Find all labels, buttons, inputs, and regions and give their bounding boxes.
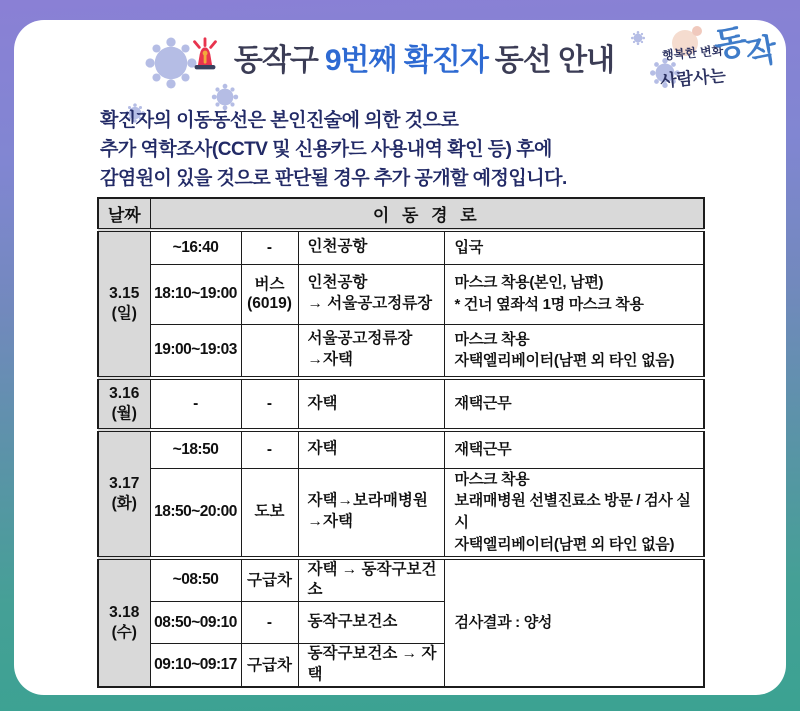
transport-cell — [241, 324, 298, 378]
siren-icon — [186, 36, 224, 74]
date-cell: 3.17 (화) — [98, 430, 150, 558]
intro-line: 추가 역학조사(CCTV 및 신용카드 사용내역 확인 등) 후에 — [100, 139, 552, 160]
table-row — [98, 324, 704, 378]
route-cell: 동작구보건소 → 자택 — [298, 644, 444, 687]
table-row — [98, 264, 704, 324]
route-cell: 서울공고정류장 →자택 — [298, 324, 444, 378]
transport-cell: - — [241, 602, 298, 644]
header-date: 날짜 — [98, 198, 150, 230]
note-cell: 마스크 착용 보래매병원 선별진료소 방문 / 검사 실시 자택엘리베이터(남편 외 타인 없음) — [444, 468, 704, 558]
note-cell: 마스크 착용(본인, 남편) * 건너 옆좌석 1명 마스크 착용 — [444, 264, 704, 324]
time-cell: 18:10~19:00 — [150, 264, 241, 324]
transport-cell: 구급차 — [241, 558, 298, 602]
title-text — [234, 35, 614, 79]
transport-cell: 도보 — [241, 468, 298, 558]
route-cell: 자택→보라매병원 →자택 — [298, 468, 444, 558]
transport-cell: 구급차 — [241, 644, 298, 687]
note-cell: 검사결과 : 양성 — [444, 558, 704, 688]
dongjak-logo — [656, 22, 778, 98]
time-cell: ~18:50 — [150, 430, 241, 468]
note-cell: 재택근무 — [444, 430, 704, 468]
transport-cell: - — [241, 378, 298, 430]
intro-line: 감염원이 있을 것으로 판단될 경우 추가 공개할 예정입니다. — [100, 168, 567, 189]
time-cell: 18:50~20:00 — [150, 468, 241, 558]
table-row — [98, 430, 704, 468]
route-table — [97, 197, 705, 688]
table-header-row — [98, 198, 704, 230]
time-cell: ~08:50 — [150, 558, 241, 602]
route-cell: 동작구보건소 — [298, 602, 444, 644]
logo-slogan-top: 행복한 변화 — [661, 43, 724, 63]
route-cell: 자택 — [298, 430, 444, 468]
date-cell: 3.15 (일) — [98, 230, 150, 378]
route-cell: 자택 → 동작구보건소 — [298, 558, 444, 602]
note-cell: 마스크 착용 자택엘리베이터(남편 외 타인 없음) — [444, 324, 704, 378]
time-cell: 09:10~09:17 — [150, 644, 241, 687]
time-cell: - — [150, 378, 241, 430]
title-highlight: 9번째 확진자 — [324, 44, 488, 77]
logo-mark: 동 작 — [711, 22, 780, 72]
transport-cell: - — [241, 430, 298, 468]
intro-text — [100, 106, 567, 193]
table-row — [98, 230, 704, 264]
title-prefix: 동작구 — [233, 44, 318, 77]
route-cell: 인천공항 → 서울공고정류장 — [298, 264, 444, 324]
poster-card — [14, 20, 786, 695]
note-cell: 입국 — [444, 230, 704, 264]
date-cell: 3.18 (수) — [98, 558, 150, 688]
time-cell: ~16:40 — [150, 230, 241, 264]
route-cell: 인천공항 — [298, 230, 444, 264]
logo-dot-decoration — [692, 26, 702, 36]
table-row — [98, 558, 704, 602]
route-cell: 자택 — [298, 378, 444, 430]
time-cell: 08:50~09:10 — [150, 602, 241, 644]
table-row — [98, 468, 704, 558]
title-suffix: 동선 안내 — [494, 44, 615, 77]
date-cell: 3.16 (월) — [98, 378, 150, 430]
table-row — [98, 378, 704, 430]
intro-line: 확진자의 이동동선은 본인진술에 의한 것으로 — [100, 110, 459, 131]
note-cell: 재택근무 — [444, 378, 704, 430]
logo-slogan-bottom: 사람사는 — [659, 66, 727, 91]
transport-cell: 버스 (6019) — [241, 264, 298, 324]
header-route: 이 동 경 로 — [150, 198, 704, 230]
time-cell: 19:00~19:03 — [150, 324, 241, 378]
transport-cell: - — [241, 230, 298, 264]
